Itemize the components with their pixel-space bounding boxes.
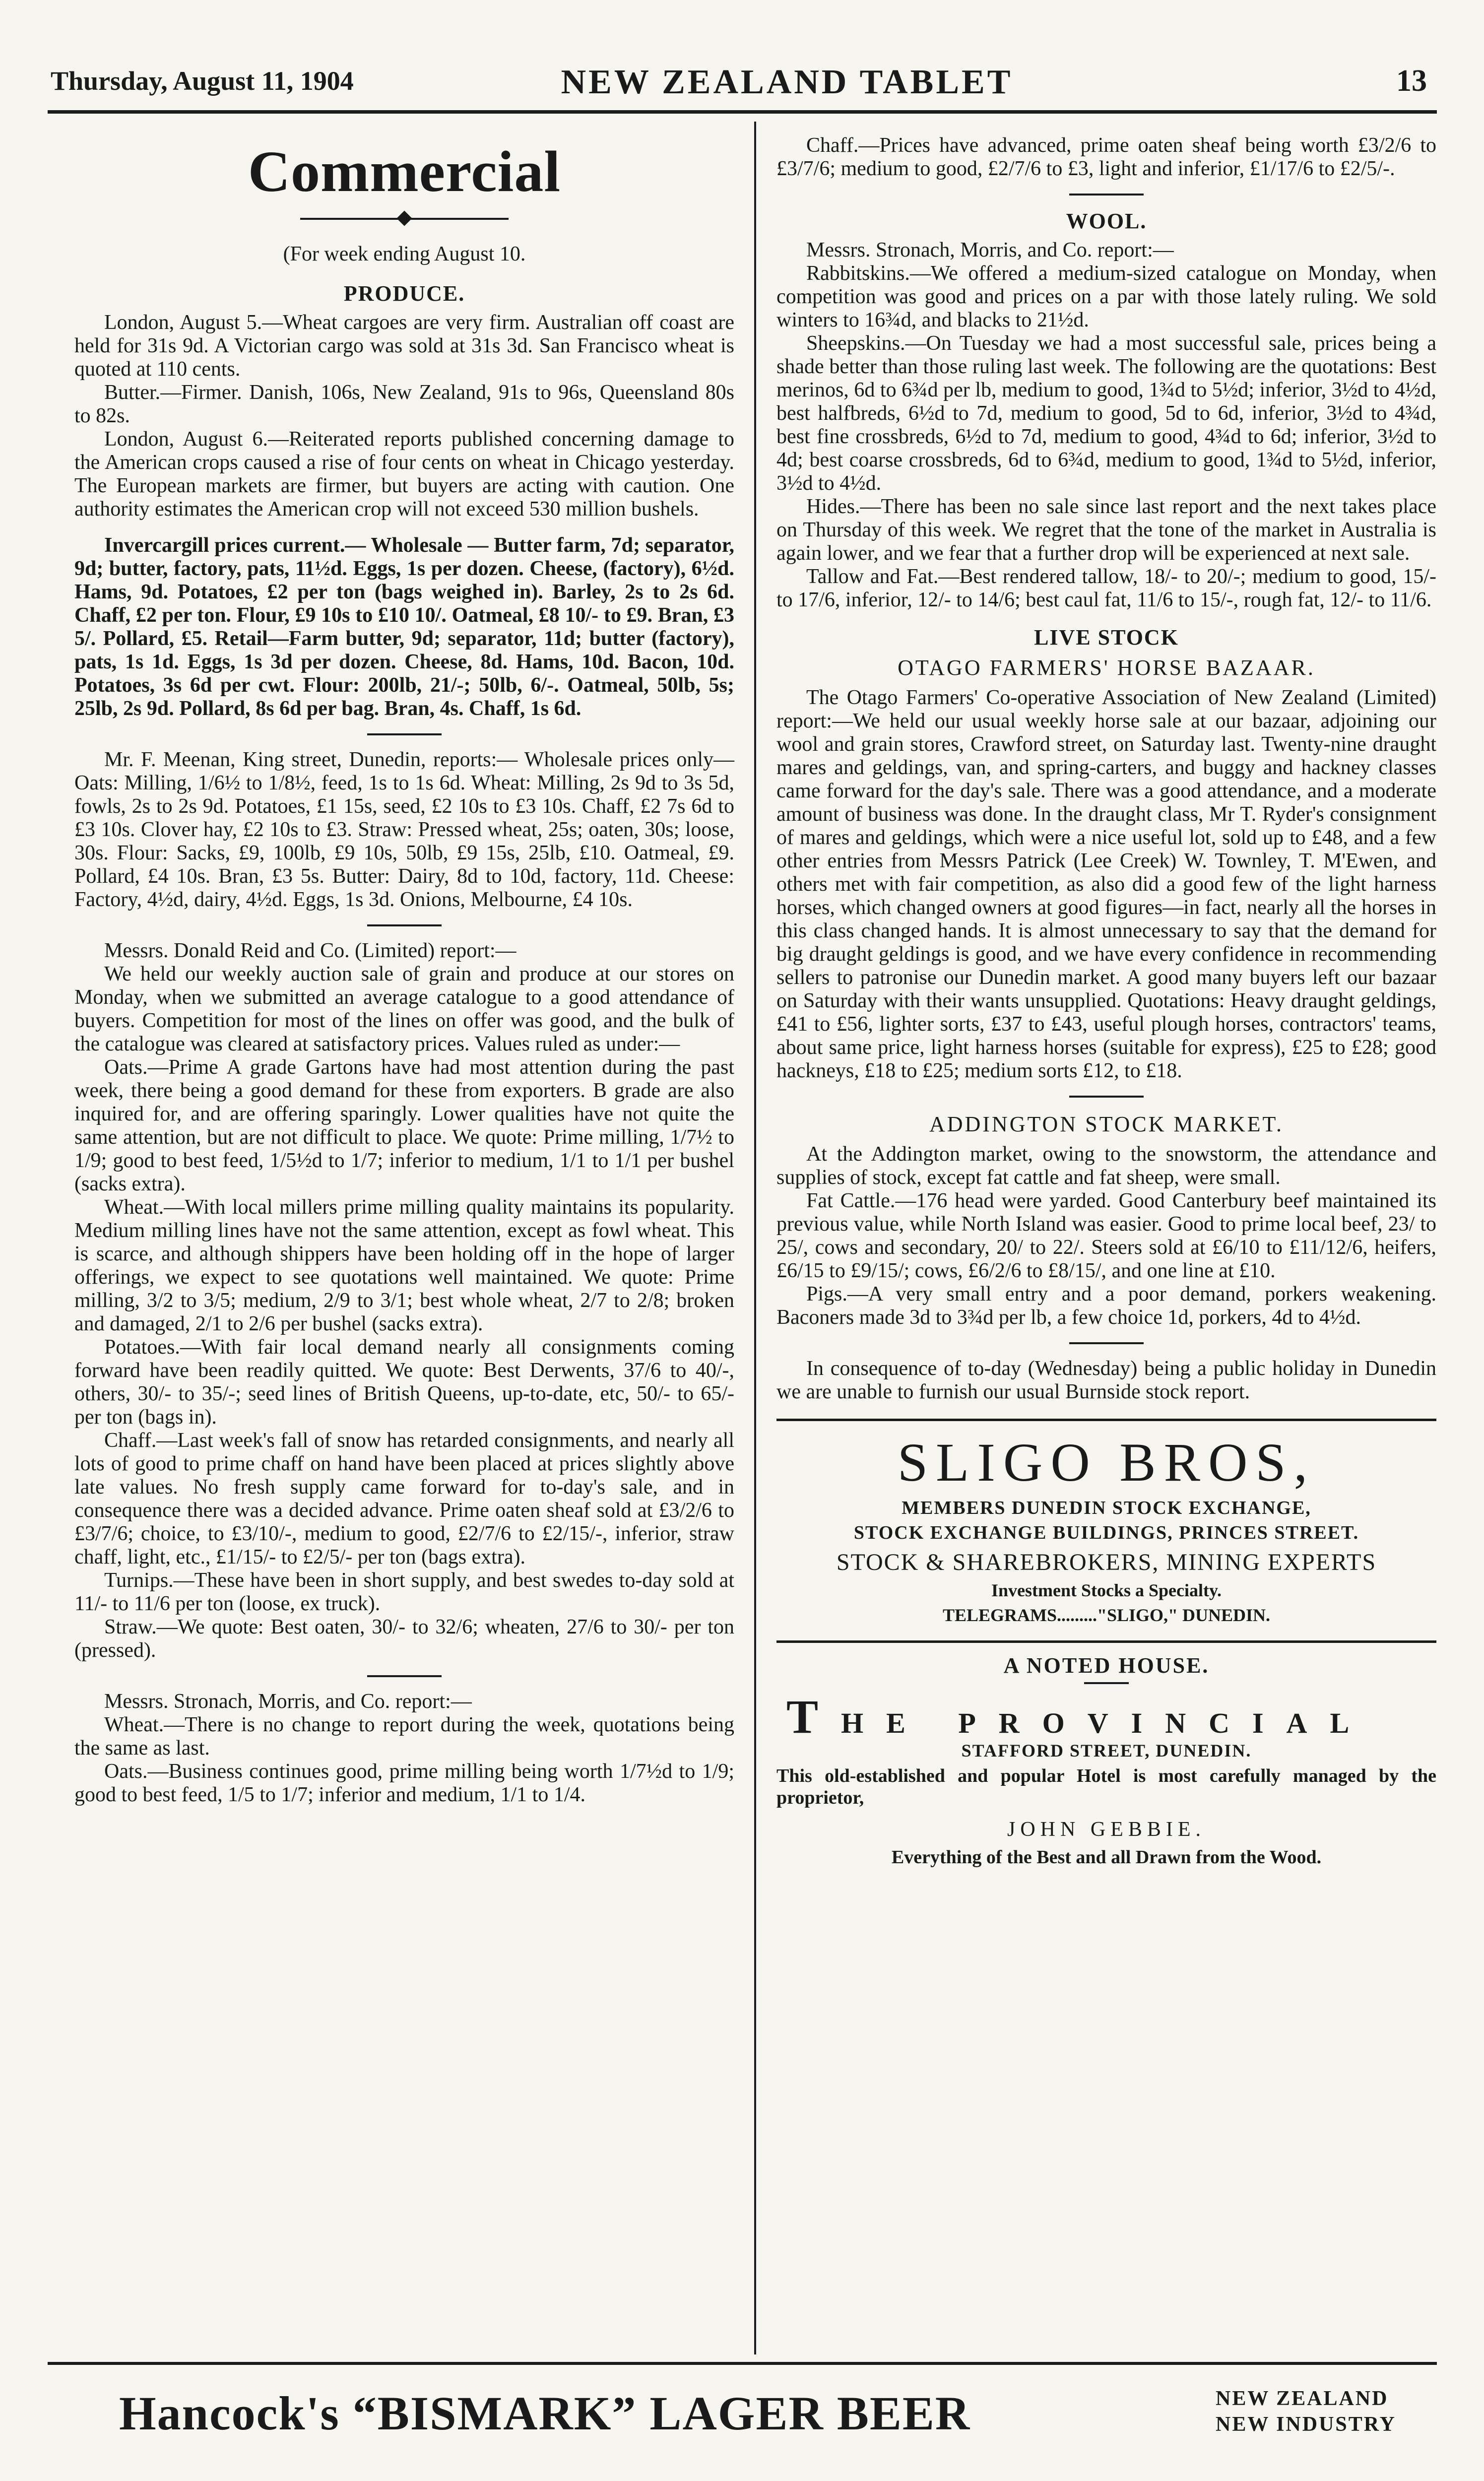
paragraph: Oats.—Prime A grade Gartons have had most attention during the past week, there being a good demand for these from exporters. B grade are also inquired for, and are offering sparingly. Lower qualities have not quite the same attention, but are not difficult to place. We quote: Prime milling, 1/7½ to 1/9; good to best feed, 1/5½d to 1/7; inferior to medium, 1/1 to 1/1 per bushel (sacks extra). bbox=[74, 1056, 734, 1195]
provincial-proprietor: JOHN GEBBIE. bbox=[1007, 1818, 1206, 1841]
paragraph: Oats.—Business continues good, prime milling being worth 1/7½d to 1/9; good to best feed, 1/5 to 1/7; inferior and medium, 1/1 to 1/4. bbox=[74, 1760, 734, 1806]
horse-bazaar-heading: OTAGO FARMERS' HORSE BAZAAR. bbox=[898, 655, 1315, 680]
footer-advert bbox=[74, 2371, 1444, 2455]
paragraph: Fat Cattle.—176 head were yarded. Good Canterbury beef maintained its previous value, while North Island was easier. Good to prime local beef, 23/ to 25/, cows and secondary, 20/ to 22/. Steers sold at £6/10 to £11/12/6, heifers, £6/15 to £9/15/; cows, £6/2/6 to £8/15/, and one line at £10. bbox=[776, 1189, 1436, 1282]
week-note: (For week ending August 10. bbox=[283, 243, 526, 265]
page-number: 13 bbox=[1396, 64, 1427, 98]
ad-rule bbox=[776, 1640, 1436, 1643]
paragraph: At the Addington market, owing to the snowstorm, the attendance and supplies of stock, except fat cattle and fat sheep, were small. bbox=[776, 1143, 1436, 1189]
chaff-paragraph: Chaff.—Prices have advanced, prime oaten sheaf being worth £3/2/6 to £3/7/6; medium to good, £2/7/6 to £3, light and inferior, £1/17/6 to £2/5/-. bbox=[776, 134, 1436, 180]
live-stock-heading: LIVE STOCK bbox=[1034, 625, 1179, 650]
newspaper-title: NEW ZEALAND TABLET bbox=[561, 63, 1013, 101]
wool-heading: WOOL. bbox=[1066, 209, 1147, 233]
separator-rule bbox=[1069, 1096, 1144, 1098]
provincial-tagline: Everything of the Best and all Drawn from the Wood. bbox=[891, 1847, 1322, 1868]
separator-rule bbox=[1069, 1342, 1144, 1344]
paragraph: Tallow and Fat.—Best rendered tallow, 18/- to 20/-; medium to good, 15/- to 17/6, inferior, 12/- to 14/6; best caul fat, 11/6 to 15/-, rough fat, 12/- to 11/6. bbox=[776, 565, 1436, 611]
lager-beer-advert: Hancock's “BISMARK” LAGER BEER bbox=[119, 2387, 971, 2440]
paragraph: We held our weekly auction sale of grain and produce at our stores on Monday, when we submitted an average catalogue to a good attendance of buyers. Competition for most of the lines on offer was good, and the bulk of the catalogue was cleared at satisfactory prices. Values ruled as under:— bbox=[74, 963, 734, 1055]
provincial-text: This old-established and popular Hotel is most carefully managed by the proprietor, bbox=[776, 1765, 1436, 1808]
paragraph: London, August 5.—Wheat cargoes are very firm. Australian off coast are held for 31s 9d. A Victorian cargo was sold at 31s 3d. San Francisco wheat is quoted at 110 cents. bbox=[74, 311, 734, 381]
reid-lead: Messrs. Donald Reid and Co. (Limited) report:— bbox=[104, 939, 516, 962]
provincial-hotel-advert bbox=[776, 1653, 1436, 1868]
sligo-members: MEMBERS DUNEDIN STOCK EXCHANGE, bbox=[902, 1498, 1311, 1518]
section-title: Commercial bbox=[248, 139, 561, 204]
left-column bbox=[74, 134, 734, 1807]
masthead bbox=[48, 63, 1437, 110]
sligo-investment: Investment Stocks a Specialty. bbox=[991, 1580, 1222, 1600]
paragraph: Hides.—There has been no sale since last report and the next takes place on Thursday of this week. We regret that the tone of the market in Australia is again lower, and we fear that a further drop will be experienced at next sale. bbox=[776, 495, 1436, 565]
paragraph: Pigs.—A very small entry and a poor demand, porkers weakening. Baconers made 3d to 3¾d per lb, a few choice 1d, porkers, 4d to 4½d. bbox=[776, 1283, 1436, 1329]
masthead-rule bbox=[48, 110, 1437, 114]
footer-side-line-1: NEW ZEALAND bbox=[1216, 2387, 1389, 2410]
stronach-lead: Messrs. Stronach, Morris, and Co. report:— bbox=[104, 1690, 472, 1713]
provincial-heading: A NOTED HOUSE. bbox=[1003, 1653, 1210, 1678]
holiday-notice: In consequence of to-day (Wednesday) being a public holiday in Dunedin we are unable to furnish our usual Burnside stock report. bbox=[776, 1357, 1436, 1403]
invercargill-report: Invercargill prices current.— Wholesale — Butter farm, 7d; separator, 9d; butter, factory, pats, 11½d. Eggs, 1s per dozen. Cheese, (factory), 6½d. Hams, 9d. Potatoes, £2 per ton (bags weighed in). Barley, 2s to 2s 6d. Chaff, £2 per ton. Flour, £9 10s to £10 10/. Oatmeal, £8 10/- to £9. Bran, £3 5/. Pollard, £5. Retail—Farm butter, 9d; separator, 11d; butter (factory), pats, 1s 1d. Eggs, 1s 3d per dozen. Cheese, 8d. Hams, 10d. Bacon, 10d. Potatoes, 3s 6d per cwt. Flour: 200lb, 21/-; 50lb, 6/-. Oatmeal, 50lb, 5s; 25lb, 2s 9d. Pollard, 8s 6d per bag. Bran, 4s. Chaff, 1s 6d. bbox=[74, 534, 734, 720]
footer-side-line-2: NEW INDUSTRY bbox=[1216, 2413, 1396, 2436]
provincial-title bbox=[776, 1689, 1436, 1744]
separator-rule bbox=[1069, 194, 1144, 196]
footer-side-text bbox=[1216, 2386, 1396, 2437]
provincial-dash bbox=[1084, 1682, 1129, 1684]
issue-date: Thursday, August 11, 1904 bbox=[51, 66, 354, 96]
sligo-address: STOCK EXCHANGE BUILDINGS, PRINCES STREET. bbox=[853, 1522, 1359, 1543]
sligo-name: SLIGO BROS, bbox=[897, 1432, 1316, 1493]
horse-bazaar-report: The Otago Farmers' Co-operative Association of New Zealand (Limited) report:—We held our usual weekly horse sale at our bazaar, adjoining our wool and grain stores, Crawford street, on Saturday last. Twenty-nine draught mares and geldings, van, and spring-carters, and buggy and hackney classes came forward for the day's sale. There was a good attendance, and a moderate amount of business was done. In the draught class, Mr T. Ryder's consignment of mares and geldings, which were a nice useful lot, sold up to £48, and a few other entries from Messrs Patrick (Lee Creek) W. Townley, T. M'Ewen, and others met with fair competition, as also did a good few of the light harness horses, which changed owners at good figures—in fact, nearly all the horses in this class changed hands. It is almost unnecessary to say that the demand for big draught geldings is good, and we have every confidence in recommending sellers to patronise our Dunedin market. A good many buyers left our bazaar on Saturday with their wants unsupplied. Quotations: Heavy draught geldings, £41 to £56, lighter sorts, £37 to £43, useful plough horses, contractors' teams, about same price, light harness horses (suitable for express), £25 to £28; good hackneys, £18 to £25; medium sorts £12, to £18. bbox=[776, 686, 1436, 1082]
wool-lead: Messrs. Stronach, Morris, and Co. report:— bbox=[806, 239, 1174, 261]
provincial-street: STAFFORD STREET, DUNEDIN. bbox=[961, 1741, 1252, 1761]
meenan-report: Mr. F. Meenan, King street, Dunedin, reports:— Wholesale prices only—Oats: Milling, 1/6½ to 1/8½, feed, 1s to 1s 6d. Wheat: Milling, 2s 9d to 3s 5d, fowls, 2s to 2s 9d. Potatoes, £1 15s, seed, £2 10s to £3 10s. Chaff, £2 7s 6d to £3 10s. Clover hay, £2 10s to £3. Straw: Pressed wheat, 25s; oaten, 30s; loose, 30s. Flour: Sacks, £9, 100lb, £9 10s, 50lb, £9 15s, 25lb, £10. Oatmeal, £9. Pollard, £4 10s. Bran, £3 5s. Butter: Dairy, 8d to 10d, factory, 11d. Cheese: Factory, 4½d, dairy, 4½d. Eggs, 1s 3d. Onions, Melbourne, £4 10s. bbox=[74, 748, 734, 911]
provincial-initial: T bbox=[786, 1690, 841, 1743]
sligo-bros-advert bbox=[776, 1431, 1436, 1626]
right-column bbox=[776, 134, 1436, 1868]
footer-rule-top bbox=[48, 2362, 1437, 2365]
produce-heading: PRODUCE. bbox=[343, 281, 465, 306]
paragraph: Wheat.—There is no change to report during the week, quotations being the same as last. bbox=[74, 1713, 734, 1760]
paragraph: Sheepskins.—On Tuesday we had a most successful sale, prices being a shade better than those ruling last week. The following are the quotations: Best merinos, 6d to 6¾d per lb, medium to good, 1¾d to 5½d; inferior, 3½d to 4½d, best halfbreds, 6½d to 7d, medium to good, 5d to 6d, inferior, 3½d to 4¾d, best fine crossbreds, 6½d to 7d, medium to good, 4¾d to 6d; inferior, 3½d to 4d; best coarse crossbreds, 6d to 6¾d, medium to good, 1¾d to 5½d, inferior, 3½d to 4½d. bbox=[776, 332, 1436, 495]
paragraph: Rabbitskins.—We offered a medium-sized catalogue on Monday, when competition was good and prices on a par with those lately ruling. We sold winters to 16¾d, and blacks to 21½d. bbox=[776, 262, 1436, 331]
ornament-rule bbox=[300, 209, 509, 227]
paragraph: Straw.—We quote: Best oaten, 30/- to 32/6; wheaten, 27/6 to 30/- per ton (pressed). bbox=[74, 1616, 734, 1662]
paragraph: Butter.—Firmer. Danish, 106s, New Zealand, 91s to 96s, Queensland 80s to 82s. bbox=[74, 381, 734, 427]
paragraph: Wheat.—With local millers prime milling quality maintains its popularity. Medium milling lines have not the same attention, except as fowl wheat. This is scarce, and although shippers have been holding off in the hope of larger offerings, we expect to see quotations well maintained. We quote: Prime milling, 3/2 to 3/5; medium, 2/9 to 3/1; best whole wheat, 2/7 to 2/8; broken and damaged, 2/1 to 2/6 per bushel (sacks extra). bbox=[74, 1196, 734, 1335]
sligo-telegrams: TELEGRAMS........."SLIGO," DUNEDIN. bbox=[942, 1605, 1271, 1625]
provincial-title-rest: HE PROVINCIAL bbox=[841, 1707, 1372, 1739]
paragraph: London, August 6.—Reiterated reports published concerning damage to the American crops caused a rise of four cents on wheat in Chicago yesterday. The European markets are firmer, but buyers are acting with caution. One authority estimates the American crop will not exceed 530 million bushels. bbox=[74, 428, 734, 521]
separator-rule bbox=[367, 1675, 442, 1677]
paragraph: Turnips.—These have been in short supply, and best swedes to-day sold at 11/- to 11/6 per ton (loose, ex truck). bbox=[74, 1569, 734, 1615]
paragraph: Potatoes.—With fair local demand nearly all consignments coming forward have been readily quitted. We quote: Best Derwents, 37/6 to 40/-, others, 30/- to 35/-; seed lines of British Queens, up-to-date, etc, 50/- to 65/- per ton (bags in). bbox=[74, 1336, 734, 1429]
separator-rule bbox=[367, 733, 442, 735]
ad-rule bbox=[776, 1419, 1436, 1421]
column-divider bbox=[754, 122, 756, 2354]
sligo-brokers: STOCK & SHAREBROKERS, MINING EXPERTS bbox=[836, 1549, 1377, 1575]
separator-rule bbox=[367, 924, 442, 926]
paragraph: Chaff.—Last week's fall of snow has retarded consignments, and nearly all lots of good to prime chaff on hand have been placed at prices slightly above late values. No fresh supply came forward for to-day's sale, and in consequence there was a decided advance. Prime oaten sheaf sold at £3/2/6 to £3/7/6; choice, to £3/10/-, medium to good, £2/7/6 to £2/15/-, inferior, straw chaff, light, etc., £1/15/- to £2/5/- per ton (bags extra). bbox=[74, 1429, 734, 1568]
addington-heading: ADDINGTON STOCK MARKET. bbox=[929, 1112, 1284, 1136]
